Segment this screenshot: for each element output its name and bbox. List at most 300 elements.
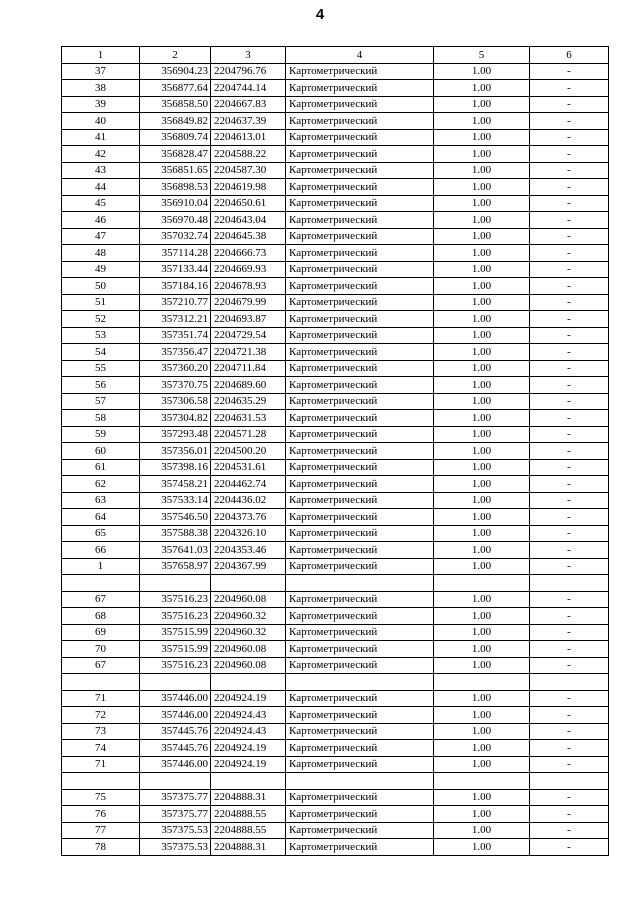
x-coordinate-cell: 357312.21 <box>140 311 211 328</box>
accuracy-cell: 1.00 <box>434 459 530 476</box>
accuracy-cell: 1.00 <box>434 377 530 394</box>
table-row <box>62 575 609 592</box>
accuracy-cell: 1.00 <box>434 723 530 740</box>
x-coordinate-cell: 357293.48 <box>140 426 211 443</box>
method-cell: Картометрический <box>286 492 434 509</box>
note-cell: - <box>530 360 609 377</box>
x-coordinate-cell: 357375.77 <box>140 789 211 806</box>
note-cell: - <box>530 294 609 311</box>
table-row <box>62 476 609 493</box>
x-coordinate-cell: 356898.53 <box>140 179 211 196</box>
accuracy-cell: 1.00 <box>434 212 530 229</box>
x-coordinate-cell: 357032.74 <box>140 228 211 245</box>
point-number-cell: 75 <box>62 789 140 806</box>
note-cell: - <box>530 228 609 245</box>
accuracy-cell: 1.00 <box>434 179 530 196</box>
point-number-cell: 45 <box>62 195 140 212</box>
accuracy-cell: 1.00 <box>434 740 530 757</box>
x-coordinate-cell: 357133.44 <box>140 261 211 278</box>
point-number-cell: 1 <box>62 558 140 575</box>
method-cell: Картометрический <box>286 723 434 740</box>
y-coordinate-cell: 2204711.84 <box>211 360 286 377</box>
table-row <box>62 261 609 278</box>
x-coordinate-cell: 357375.53 <box>140 839 211 856</box>
y-coordinate-cell: 2204531.61 <box>211 459 286 476</box>
accuracy-cell: 1.00 <box>434 360 530 377</box>
table-row <box>62 624 609 641</box>
point-number-cell: 41 <box>62 129 140 146</box>
method-cell: Картометрический <box>286 294 434 311</box>
y-coordinate-cell: 2204373.76 <box>211 509 286 526</box>
accuracy-cell: 1.00 <box>434 426 530 443</box>
point-number-cell: 59 <box>62 426 140 443</box>
accuracy-cell: 1.00 <box>434 822 530 839</box>
note-cell: - <box>530 311 609 328</box>
x-coordinate-cell: 357516.23 <box>140 608 211 625</box>
y-coordinate-cell: 2204637.39 <box>211 113 286 130</box>
accuracy-cell: 1.00 <box>434 80 530 97</box>
note-cell: - <box>530 525 609 542</box>
accuracy-cell: 1.00 <box>434 542 530 559</box>
method-cell: Картометрический <box>286 195 434 212</box>
table-row <box>62 542 609 559</box>
header-cell-4: 4 <box>286 47 434 64</box>
y-coordinate-cell: 2204367.99 <box>211 558 286 575</box>
point-number-cell <box>62 773 140 790</box>
x-coordinate-cell: 357588.38 <box>140 525 211 542</box>
accuracy-cell: 1.00 <box>434 476 530 493</box>
header-cell-6: 6 <box>530 47 609 64</box>
method-cell: Картометрический <box>286 311 434 328</box>
method-cell: Картометрический <box>286 80 434 97</box>
accuracy-cell: 1.00 <box>434 624 530 641</box>
accuracy-cell: 1.00 <box>434 146 530 163</box>
method-cell: Картометрический <box>286 63 434 80</box>
y-coordinate-cell: 2204462.74 <box>211 476 286 493</box>
note-cell: - <box>530 624 609 641</box>
table-row <box>62 443 609 460</box>
table-row <box>62 839 609 856</box>
x-coordinate-cell: 357446.00 <box>140 690 211 707</box>
table-row <box>62 212 609 229</box>
method-cell: Картометрический <box>286 377 434 394</box>
note-cell: - <box>530 608 609 625</box>
x-coordinate-cell: 356970.48 <box>140 212 211 229</box>
table-row <box>62 558 609 575</box>
accuracy-cell: 1.00 <box>434 756 530 773</box>
table-row <box>62 591 609 608</box>
accuracy-cell: 1.00 <box>434 690 530 707</box>
x-coordinate-cell: 357375.77 <box>140 806 211 823</box>
y-coordinate-cell: 2204587.30 <box>211 162 286 179</box>
note-cell <box>530 674 609 691</box>
note-cell <box>530 575 609 592</box>
method-cell: Картометрический <box>286 245 434 262</box>
x-coordinate-cell: 357375.53 <box>140 822 211 839</box>
method-cell: Картометрический <box>286 360 434 377</box>
table-row <box>62 377 609 394</box>
point-number-cell: 69 <box>62 624 140 641</box>
x-coordinate-cell: 357446.00 <box>140 707 211 724</box>
x-coordinate-cell <box>140 575 211 592</box>
x-coordinate-cell: 356849.82 <box>140 113 211 130</box>
y-coordinate-cell <box>211 674 286 691</box>
method-cell: Картометрический <box>286 96 434 113</box>
accuracy-cell: 1.00 <box>434 228 530 245</box>
table-row <box>62 707 609 724</box>
method-cell: Картометрический <box>286 690 434 707</box>
y-coordinate-cell: 2204679.99 <box>211 294 286 311</box>
x-coordinate-cell <box>140 773 211 790</box>
accuracy-cell <box>434 674 530 691</box>
method-cell: Картометрический <box>286 822 434 839</box>
method-cell: Картометрический <box>286 756 434 773</box>
note-cell: - <box>530 129 609 146</box>
point-number-cell: 47 <box>62 228 140 245</box>
note-cell: - <box>530 806 609 823</box>
point-number-cell: 42 <box>62 146 140 163</box>
x-coordinate-cell: 356809.74 <box>140 129 211 146</box>
table-row <box>62 740 609 757</box>
x-coordinate-cell: 357446.00 <box>140 756 211 773</box>
note-cell: - <box>530 195 609 212</box>
accuracy-cell: 1.00 <box>434 261 530 278</box>
method-cell: Картометрический <box>286 789 434 806</box>
point-number-cell: 66 <box>62 542 140 559</box>
y-coordinate-cell <box>211 575 286 592</box>
accuracy-cell: 1.00 <box>434 162 530 179</box>
table-row <box>62 492 609 509</box>
note-cell: - <box>530 591 609 608</box>
note-cell: - <box>530 245 609 262</box>
point-number-cell <box>62 674 140 691</box>
x-coordinate-cell: 357356.01 <box>140 443 211 460</box>
table-row <box>62 806 609 823</box>
note-cell: - <box>530 492 609 509</box>
method-cell: Картометрический <box>286 393 434 410</box>
note-cell: - <box>530 641 609 658</box>
table-header <box>62 47 609 64</box>
note-cell: - <box>530 179 609 196</box>
table-row <box>62 360 609 377</box>
table-row <box>62 822 609 839</box>
y-coordinate-cell <box>211 773 286 790</box>
y-coordinate-cell: 2204721.38 <box>211 344 286 361</box>
x-coordinate-cell: 357533.14 <box>140 492 211 509</box>
y-coordinate-cell: 2204729.54 <box>211 327 286 344</box>
coordinates-table <box>61 46 609 856</box>
point-number-cell: 68 <box>62 608 140 625</box>
y-coordinate-cell: 2204643.04 <box>211 212 286 229</box>
method-cell: Картометрический <box>286 443 434 460</box>
accuracy-cell: 1.00 <box>434 311 530 328</box>
point-number-cell: 76 <box>62 806 140 823</box>
point-number-cell: 63 <box>62 492 140 509</box>
x-coordinate-cell: 357516.23 <box>140 591 211 608</box>
accuracy-cell: 1.00 <box>434 657 530 674</box>
page-number: 4 <box>315 6 325 23</box>
header-cell-3: 3 <box>211 47 286 64</box>
table-row <box>62 294 609 311</box>
y-coordinate-cell: 2204888.55 <box>211 806 286 823</box>
method-cell: Картометрический <box>286 129 434 146</box>
y-coordinate-cell: 2204924.19 <box>211 740 286 757</box>
x-coordinate-cell: 357398.16 <box>140 459 211 476</box>
table-row <box>62 327 609 344</box>
method-cell: Картометрический <box>286 657 434 674</box>
point-number-cell: 61 <box>62 459 140 476</box>
note-cell: - <box>530 723 609 740</box>
table-row <box>62 344 609 361</box>
y-coordinate-cell: 2204500.20 <box>211 443 286 460</box>
table-row <box>62 525 609 542</box>
method-cell: Картометрический <box>286 525 434 542</box>
note-cell: - <box>530 690 609 707</box>
header-cell-2: 2 <box>140 47 211 64</box>
table-row <box>62 393 609 410</box>
table-row <box>62 228 609 245</box>
method-cell: Картометрический <box>286 641 434 658</box>
x-coordinate-cell: 356904.23 <box>140 63 211 80</box>
x-coordinate-cell: 357370.75 <box>140 377 211 394</box>
note-cell: - <box>530 509 609 526</box>
note-cell: - <box>530 96 609 113</box>
y-coordinate-cell: 2204960.08 <box>211 591 286 608</box>
accuracy-cell <box>434 773 530 790</box>
method-cell: Картометрический <box>286 162 434 179</box>
method-cell: Картометрический <box>286 624 434 641</box>
method-cell: Картометрический <box>286 179 434 196</box>
x-coordinate-cell: 357458.21 <box>140 476 211 493</box>
table-row <box>62 278 609 295</box>
note-cell: - <box>530 344 609 361</box>
note-cell: - <box>530 393 609 410</box>
point-number-cell: 44 <box>62 179 140 196</box>
method-cell: Картометрический <box>286 839 434 856</box>
point-number-cell: 50 <box>62 278 140 295</box>
table-row <box>62 179 609 196</box>
note-cell: - <box>530 756 609 773</box>
x-coordinate-cell: 357445.76 <box>140 740 211 757</box>
method-cell <box>286 575 434 592</box>
x-coordinate-cell: 357445.76 <box>140 723 211 740</box>
accuracy-cell: 1.00 <box>434 393 530 410</box>
method-cell: Картометрический <box>286 228 434 245</box>
method-cell: Картометрический <box>286 410 434 427</box>
method-cell: Картометрический <box>286 740 434 757</box>
y-coordinate-cell: 2204693.87 <box>211 311 286 328</box>
y-coordinate-cell: 2204924.43 <box>211 723 286 740</box>
y-coordinate-cell: 2204666.73 <box>211 245 286 262</box>
accuracy-cell: 1.00 <box>434 195 530 212</box>
x-coordinate-cell: 357114.28 <box>140 245 211 262</box>
point-number-cell: 43 <box>62 162 140 179</box>
table-row <box>62 146 609 163</box>
y-coordinate-cell: 2204571.28 <box>211 426 286 443</box>
point-number-cell: 37 <box>62 63 140 80</box>
note-cell: - <box>530 789 609 806</box>
note-cell: - <box>530 80 609 97</box>
point-number-cell: 49 <box>62 261 140 278</box>
y-coordinate-cell: 2204613.01 <box>211 129 286 146</box>
y-coordinate-cell: 2204960.08 <box>211 641 286 658</box>
note-cell: - <box>530 261 609 278</box>
note-cell: - <box>530 740 609 757</box>
accuracy-cell: 1.00 <box>434 344 530 361</box>
table-row <box>62 723 609 740</box>
y-coordinate-cell: 2204888.55 <box>211 822 286 839</box>
method-cell: Картометрический <box>286 806 434 823</box>
x-coordinate-cell: 357356.47 <box>140 344 211 361</box>
table-row <box>62 608 609 625</box>
table-row <box>62 773 609 790</box>
table-row <box>62 311 609 328</box>
point-number-cell: 56 <box>62 377 140 394</box>
note-cell: - <box>530 162 609 179</box>
accuracy-cell: 1.00 <box>434 509 530 526</box>
table-row <box>62 113 609 130</box>
y-coordinate-cell: 2204924.19 <box>211 756 286 773</box>
note-cell: - <box>530 410 609 427</box>
x-coordinate-cell: 356858.50 <box>140 96 211 113</box>
header-cell-1: 1 <box>62 47 140 64</box>
table-row <box>62 641 609 658</box>
x-coordinate-cell: 356851.65 <box>140 162 211 179</box>
method-cell: Картометрический <box>286 212 434 229</box>
x-coordinate-cell: 357210.77 <box>140 294 211 311</box>
point-number-cell: 70 <box>62 641 140 658</box>
note-cell: - <box>530 822 609 839</box>
accuracy-cell <box>434 575 530 592</box>
method-cell: Картометрический <box>286 476 434 493</box>
table-row <box>62 80 609 97</box>
method-cell: Картометрический <box>286 707 434 724</box>
y-coordinate-cell: 2204650.61 <box>211 195 286 212</box>
table-row <box>62 674 609 691</box>
x-coordinate-cell: 357546.50 <box>140 509 211 526</box>
note-cell: - <box>530 558 609 575</box>
accuracy-cell: 1.00 <box>434 525 530 542</box>
y-coordinate-cell: 2204924.43 <box>211 707 286 724</box>
x-coordinate-cell: 357658.97 <box>140 558 211 575</box>
method-cell: Картометрический <box>286 113 434 130</box>
table-row <box>62 690 609 707</box>
point-number-cell: 67 <box>62 591 140 608</box>
method-cell: Картометрический <box>286 344 434 361</box>
table-row <box>62 657 609 674</box>
note-cell: - <box>530 212 609 229</box>
table-row <box>62 129 609 146</box>
table-row <box>62 426 609 443</box>
accuracy-cell: 1.00 <box>434 492 530 509</box>
x-coordinate-cell: 357516.23 <box>140 657 211 674</box>
x-coordinate-cell <box>140 674 211 691</box>
y-coordinate-cell: 2204888.31 <box>211 789 286 806</box>
accuracy-cell: 1.00 <box>434 707 530 724</box>
x-coordinate-cell: 357360.20 <box>140 360 211 377</box>
accuracy-cell: 1.00 <box>434 129 530 146</box>
note-cell: - <box>530 542 609 559</box>
x-coordinate-cell: 357515.99 <box>140 641 211 658</box>
accuracy-cell: 1.00 <box>434 245 530 262</box>
point-number-cell: 64 <box>62 509 140 526</box>
point-number-cell: 74 <box>62 740 140 757</box>
note-cell: - <box>530 459 609 476</box>
y-coordinate-cell: 2204619.98 <box>211 179 286 196</box>
method-cell: Картометрический <box>286 608 434 625</box>
y-coordinate-cell: 2204689.60 <box>211 377 286 394</box>
accuracy-cell: 1.00 <box>434 558 530 575</box>
y-coordinate-cell: 2204960.08 <box>211 657 286 674</box>
y-coordinate-cell: 2204588.22 <box>211 146 286 163</box>
header-cell-5: 5 <box>434 47 530 64</box>
method-cell: Картометрический <box>286 542 434 559</box>
method-cell: Картометрический <box>286 558 434 575</box>
y-coordinate-cell: 2204669.93 <box>211 261 286 278</box>
note-cell: - <box>530 443 609 460</box>
point-number-cell: 38 <box>62 80 140 97</box>
accuracy-cell: 1.00 <box>434 443 530 460</box>
x-coordinate-cell: 357184.16 <box>140 278 211 295</box>
table-row <box>62 245 609 262</box>
accuracy-cell: 1.00 <box>434 96 530 113</box>
method-cell: Картометрический <box>286 591 434 608</box>
method-cell: Картометрический <box>286 327 434 344</box>
point-number-cell: 65 <box>62 525 140 542</box>
y-coordinate-cell: 2204631.53 <box>211 410 286 427</box>
note-cell: - <box>530 327 609 344</box>
accuracy-cell: 1.00 <box>434 789 530 806</box>
method-cell: Картометрический <box>286 426 434 443</box>
y-coordinate-cell: 2204960.32 <box>211 624 286 641</box>
note-cell: - <box>530 657 609 674</box>
y-coordinate-cell: 2204635.29 <box>211 393 286 410</box>
point-number-cell: 72 <box>62 707 140 724</box>
point-number-cell: 71 <box>62 690 140 707</box>
point-number-cell: 54 <box>62 344 140 361</box>
table-body <box>62 63 609 855</box>
point-number-cell: 55 <box>62 360 140 377</box>
note-cell: - <box>530 476 609 493</box>
accuracy-cell: 1.00 <box>434 591 530 608</box>
note-cell: - <box>530 426 609 443</box>
accuracy-cell: 1.00 <box>434 839 530 856</box>
point-number-cell: 40 <box>62 113 140 130</box>
x-coordinate-cell: 356828.47 <box>140 146 211 163</box>
point-number-cell: 78 <box>62 839 140 856</box>
accuracy-cell: 1.00 <box>434 278 530 295</box>
method-cell <box>286 674 434 691</box>
x-coordinate-cell: 357515.99 <box>140 624 211 641</box>
point-number-cell: 48 <box>62 245 140 262</box>
note-cell: - <box>530 278 609 295</box>
point-number-cell: 67 <box>62 657 140 674</box>
accuracy-cell: 1.00 <box>434 113 530 130</box>
table-row <box>62 509 609 526</box>
table-row <box>62 459 609 476</box>
y-coordinate-cell: 2204678.93 <box>211 278 286 295</box>
note-cell: - <box>530 146 609 163</box>
method-cell: Картометрический <box>286 146 434 163</box>
point-number-cell: 39 <box>62 96 140 113</box>
y-coordinate-cell: 2204924.19 <box>211 690 286 707</box>
point-number-cell: 51 <box>62 294 140 311</box>
x-coordinate-cell: 357641.03 <box>140 542 211 559</box>
x-coordinate-cell: 357351.74 <box>140 327 211 344</box>
point-number-cell <box>62 575 140 592</box>
y-coordinate-cell: 2204960.32 <box>211 608 286 625</box>
x-coordinate-cell: 357306.58 <box>140 393 211 410</box>
